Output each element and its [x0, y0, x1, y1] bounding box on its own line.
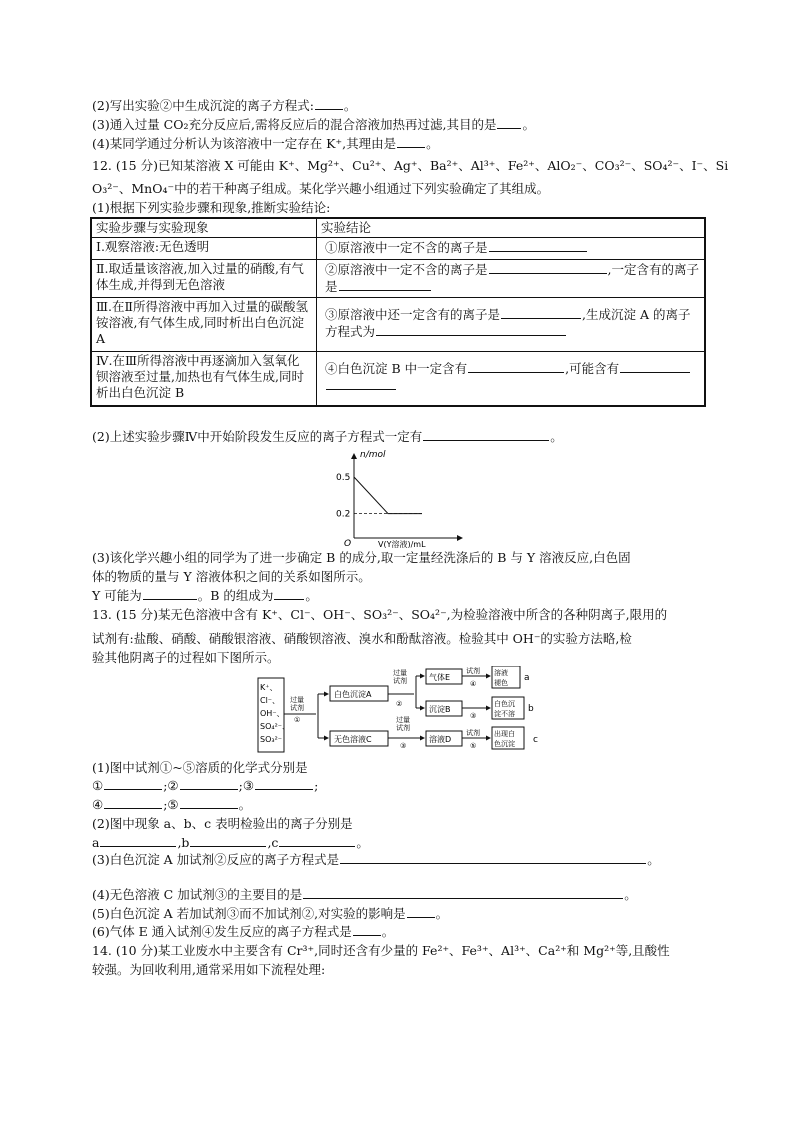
series-line — [354, 477, 422, 514]
q13-part5: (5)白色沉淀 A 若加试剂③而不加试剂②,对实验的影响是 。 — [92, 906, 449, 921]
svg-text:OH⁻、: OH⁻、 — [260, 709, 285, 718]
answer-blank[interactable] — [180, 777, 238, 790]
reagent-3-label: ③ — [470, 712, 477, 720]
answer-blank[interactable] — [376, 323, 566, 336]
answer-blank[interactable] — [190, 834, 266, 847]
table-row: Ⅳ.在Ⅲ所得溶液中再逐滴加入氢氧化钡溶液至过量,加热也有气体生成,同时析出白色沉淀 B ④白色沉淀 B 中一定含有 ,可能含有 — [91, 352, 705, 406]
svg-text:②: ② — [396, 700, 403, 708]
x-axis-label: V(Y溶液)/mL — [378, 540, 426, 548]
q11-part2: (2)写出实验②中生成沉淀的离子方程式: 。 — [92, 98, 357, 113]
answer-blank[interactable] — [104, 796, 162, 809]
svg-text:试剂: 试剂 — [466, 729, 480, 737]
answer-blank[interactable] — [497, 116, 521, 129]
mol-volume-chart — [330, 448, 470, 548]
svg-text:白色沉淀A: 白色沉淀A — [334, 690, 372, 699]
q11-part4: (4)某同学通过分析认为该溶液中一定存在 K⁺,其理由是 。 — [92, 136, 439, 151]
ion-test-flow-diagram — [256, 666, 546, 756]
q13-part2-a: a ,b ,c 。 — [92, 835, 369, 850]
q12-stem-2: O₃²⁻、MnO₄⁻中的若干种离子组成。某化学兴趣小组通过下列实验确定了其组成。 — [92, 181, 550, 196]
svg-text:沉淀B: 沉淀B — [429, 705, 451, 714]
svg-text:淀不溶: 淀不溶 — [494, 710, 515, 718]
table-header: 实验步骤与实验现象 实验结论 — [91, 218, 705, 238]
q12-part3-1: (3)该化学兴趣小组的同学为了进一步确定 B 的成分,取一定量经洗涤后的 B 与 Y 溶液反应,白色固 — [92, 550, 631, 565]
q12-part2: (2)上述实验步骤Ⅳ中开始阶段发生反应的离子方程式一定有 。 — [92, 429, 563, 444]
svg-text:SO₃²⁻: SO₃²⁻ — [260, 735, 283, 744]
q13-part1: (1)图中试剂①~⑤溶质的化学式分别是 — [92, 760, 308, 775]
svg-text:试剂: 试剂 — [466, 667, 480, 675]
svg-text:Cl⁻、: Cl⁻、 — [260, 696, 281, 705]
answer-blank[interactable] — [255, 777, 313, 790]
svg-text:过量: 过量 — [290, 696, 304, 704]
q13-stem-1: 13. (15 分)某无色溶液中含有 K⁺、Cl⁻、OH⁻、SO₃²⁻、SO₄²⁻,为检验溶液中所含的各种阴离子,限用的 — [92, 607, 668, 622]
q13-part4: (4)无色溶液 C 加试剂③的主要目的是 。 — [92, 887, 637, 902]
svg-text:色沉淀: 色沉淀 — [494, 740, 515, 748]
ytick-label: 0.5 — [336, 473, 351, 483]
table-row: Ⅱ.取适量该溶液,加入过量的硝酸,有气体生成,并得到无色溶液 ②原溶液中一定不含的离子是 ,一定含有的离子是 — [91, 260, 705, 298]
q13-stem-2: 试剂有:盐酸、硝酸、硝酸银溶液、硝酸钡溶液、溴水和酚酞溶液。检验其中 OH⁻的实验方法略,检 — [92, 631, 632, 646]
q12-part3-3: Y 可能为 。B 的组成为 。 — [92, 588, 318, 603]
q12-part3-2: 体的物质的量与 Y 溶液体积之间的关系如图所示。 — [92, 569, 371, 584]
svg-text:a: a — [524, 673, 530, 683]
answer-blank[interactable] — [489, 239, 587, 252]
svg-text:气体E: 气体E — [429, 673, 451, 682]
svg-text:过量: 过量 — [393, 669, 407, 677]
answer-blank[interactable] — [326, 377, 396, 390]
ytick-label: 0.2 — [336, 509, 351, 520]
q13-part1-b: ④ ;⑤ 。 — [92, 797, 252, 812]
svg-text:④: ④ — [470, 680, 477, 688]
svg-text:无色溶液C: 无色溶液C — [334, 735, 372, 744]
answer-blank[interactable] — [468, 360, 564, 373]
svg-text:试剂: 试剂 — [396, 724, 410, 732]
answer-blank[interactable] — [274, 587, 304, 600]
answer-blank[interactable] — [339, 278, 431, 291]
q13-part1-a: ① ;② ;③ ; — [92, 778, 319, 793]
answer-blank[interactable] — [315, 97, 343, 110]
table-row: Ⅲ.在Ⅱ所得溶液中再加入过量的碳酸氢铵溶液,有气体生成,同时析出白色沉淀 A ③原溶液中还一定含有的离子是 ,生成沉淀 A 的离子方程式为 — [91, 298, 705, 352]
svg-text:①: ① — [294, 716, 301, 724]
answer-blank[interactable] — [143, 587, 197, 600]
q14-stem-1: 14. (10 分)某工业废水中主要含有 Cr³⁺,同时还含有少量的 Fe²⁺、Fe³⁺、Al³⁺、Ca²⁺和 Mg²⁺等,且酸性 — [92, 943, 670, 958]
svg-text:③: ③ — [400, 742, 407, 750]
answer-blank[interactable] — [340, 851, 646, 864]
answer-blank[interactable] — [353, 923, 381, 936]
table-row: Ⅰ.观察溶液:无色透明 ①原溶液中一定不含的离子是 — [91, 238, 705, 260]
answer-blank[interactable] — [620, 360, 690, 373]
y-axis-label: n/mol — [360, 450, 386, 460]
answer-blank[interactable] — [501, 306, 581, 319]
q12-part1: (1)根据下列实验步骤和现象,推断实验结论: — [92, 200, 331, 215]
svg-text:c: c — [533, 735, 538, 745]
svg-text:褪色: 褪色 — [494, 679, 508, 687]
svg-text:试剂: 试剂 — [393, 677, 407, 685]
q13-part3: (3)白色沉淀 A 加试剂②反应的离子方程式是 。 — [92, 852, 660, 867]
svg-text:⑤: ⑤ — [470, 742, 477, 750]
q13-stem-3: 验其他阴离子的过程如下图所示。 — [92, 650, 280, 665]
answer-blank[interactable] — [180, 796, 238, 809]
answer-blank[interactable] — [279, 834, 355, 847]
q14-stem-2: 较强。为回收利用,通常采用如下流程处理: — [92, 962, 326, 977]
answer-blank[interactable] — [423, 428, 549, 441]
svg-text:SO₄²⁻、: SO₄²⁻、 — [260, 722, 291, 731]
q12-stem-1: 12. (15 分)已知某溶液 X 可能由 K⁺、Mg²⁺、Cu²⁺、Ag⁺、Ba²⁺、Al³⁺、Fe²⁺、AlO₂⁻、CO₃²⁻、SO₄²⁻、I⁻、Si — [92, 158, 729, 173]
answer-blank[interactable] — [397, 135, 425, 148]
answer-blank[interactable] — [104, 777, 162, 790]
svg-text:溶液D: 溶液D — [429, 735, 452, 744]
svg-text:b: b — [528, 704, 534, 714]
answer-blank[interactable] — [100, 834, 176, 847]
svg-text:K⁺、: K⁺、 — [260, 683, 278, 692]
svg-text:出现白: 出现白 — [494, 730, 515, 738]
q13-part2: (2)图中现象 a、b、c 表明检验出的离子分别是 — [92, 816, 353, 831]
q13-part6: (6)气体 E 通入试剂④发生反应的离子方程式是 。 — [92, 924, 395, 939]
svg-text:试剂: 试剂 — [290, 704, 304, 712]
svg-text:白色沉: 白色沉 — [494, 700, 515, 708]
experiment-table — [90, 217, 706, 407]
svg-text:溶液: 溶液 — [494, 669, 508, 677]
q11-part3: (3)通入过量 CO₂充分反应后,需将反应后的混合溶液加热再过滤,其目的是 。 — [92, 117, 535, 132]
origin-label: O — [344, 539, 352, 548]
svg-text:过量: 过量 — [396, 716, 410, 724]
answer-blank[interactable] — [303, 886, 623, 899]
answer-blank[interactable] — [407, 905, 435, 918]
answer-blank[interactable] — [489, 261, 607, 274]
